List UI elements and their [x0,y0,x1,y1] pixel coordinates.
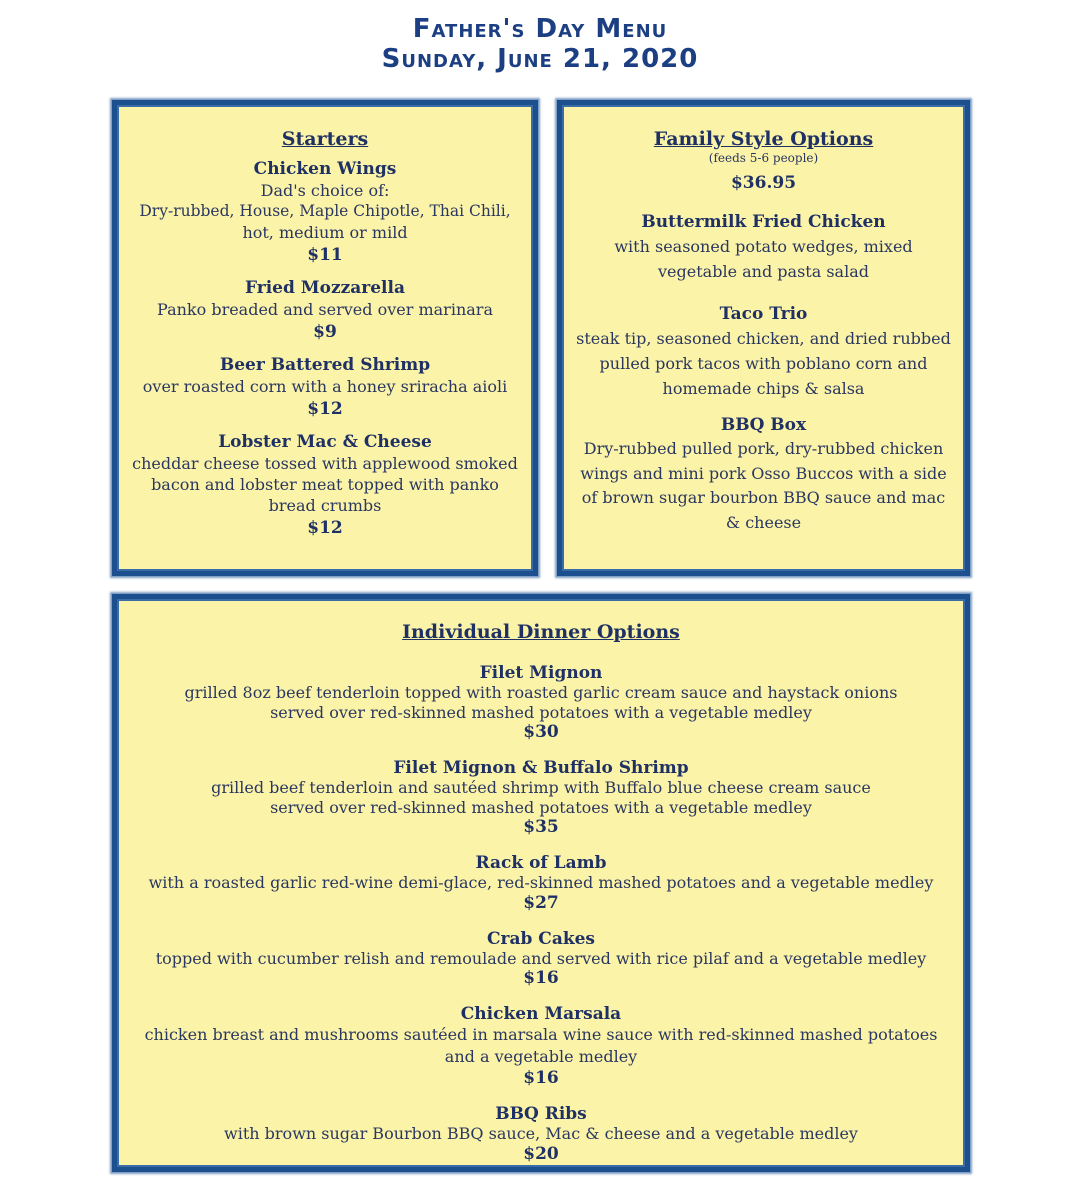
menu-item [562,302,965,401]
item-description: Panko breaded and served over marinara [157,300,493,319]
item-description: & cheese [725,512,802,532]
item-description: grilled beef tenderloin and sautéed shrimp with Buffalo blue cheese cream sauce [211,778,871,797]
menu-item [117,159,533,267]
menu-item [562,210,965,284]
item-description: grilled 8oz beef tenderloin topped with roasted garlic cream sauce and haystack onions [184,683,898,702]
menu-item [117,663,965,742]
menu-item [562,413,965,535]
item-description: of brown sugar bourbon BBQ sauce and mac [581,488,946,507]
item-description: with a roasted garlic red-wine demi-glace, red-skinned mashed potatoes and a vegetable medley [148,873,934,892]
item-description: cheddar cheese tossed with applewood smoked [132,454,518,473]
item-name: Chicken Marsala [460,1004,622,1024]
item-description: topped with cucumber relish and remoulade and served with rice pilaf and a vegetable medley [155,948,927,968]
item-name: Lobster Mac & Cheese [218,432,432,452]
item-price: $12 [307,399,343,419]
menu-item [117,853,965,913]
item-price: $12 [307,518,343,538]
item-name: Filet Mignon & Buffalo Shrimp [393,758,689,778]
item-price: $9 [313,322,337,342]
item-description: served over red-skinned mashed potatoes with a vegetable medley [270,797,812,817]
family-title: Family Style Options [653,128,874,150]
item-price: $20 [523,1143,559,1164]
menu-item [117,432,533,540]
item-name: Rack of Lamb [475,853,607,873]
item-price: $27 [523,892,559,913]
item-description: bacon and lobster meat topped with panko [151,475,499,494]
item-price: $16 [523,1068,559,1088]
starters-title: Starters [281,128,369,150]
item-name: Filet Mignon [479,663,603,683]
menu-item [117,1004,965,1088]
item-price: $16 [523,968,559,988]
item-description: served over red-skinned mashed potatoes with a vegetable medley [270,702,812,722]
menu-date: Sunday, June 21, 2020 [381,44,699,74]
item-name: Beer Battered Shrimp [219,355,431,375]
item-description: hot, medium or mild [242,223,408,242]
menu-item [117,1104,965,1164]
menu-item [117,355,533,421]
menu-item [117,929,965,989]
menu-header [0,14,1080,74]
item-description: chicken breast and mushrooms sautéed in marsala wine sauce with red-skinned mashed potatoes [144,1025,938,1044]
item-description: Dad's choice of: [260,181,390,200]
family-style-panel [557,100,970,576]
item-name: Buttermilk Fried Chicken [641,212,886,232]
item-description: Dry-rubbed pulled pork, dry-rubbed chicken [583,439,944,458]
item-name: Chicken Wings [253,159,397,179]
item-description: bread crumbs [268,496,382,515]
item-description: wings and mini pork Osso Buccos with a side [580,463,947,483]
item-description: homemade chips & salsa [662,379,865,398]
item-description: with brown sugar Bourbon BBQ sauce, Mac & cheese and a vegetable medley [224,1124,858,1143]
item-price: $35 [523,817,559,837]
item-name: Fried Mozzarella [245,278,405,298]
item-description: with seasoned potato wedges, mixed [614,237,913,256]
item-description: steak tip, seasoned chicken, and dried rubbed [576,329,951,348]
dinner-title: Individual Dinner Options [402,621,680,643]
item-description: and a vegetable medley [444,1047,638,1066]
starters-panel [112,100,538,576]
menu-item [117,278,533,344]
individual-dinner-panel [112,594,970,1172]
item-price: $30 [523,722,559,742]
item-description: pulled pork tacos with poblano corn and [599,354,928,373]
item-name: BBQ Box [720,415,807,435]
item-price: $11 [307,245,343,265]
item-description: over roasted corn with a honey sriracha aioli [142,377,508,396]
family-price: $36.95 [730,173,797,193]
item-name: Crab Cakes [486,928,596,949]
item-name: BBQ Ribs [495,1104,587,1124]
family-feeds-note: (feeds 5-6 people) [708,151,819,165]
item-description: Dry-rubbed, House, Maple Chipotle, Thai Chili, [139,202,511,220]
item-name: Taco Trio [719,304,808,324]
item-description: vegetable and pasta salad [658,262,869,281]
menu-item [117,758,965,837]
menu-title: Father's Day Menu [412,14,668,44]
